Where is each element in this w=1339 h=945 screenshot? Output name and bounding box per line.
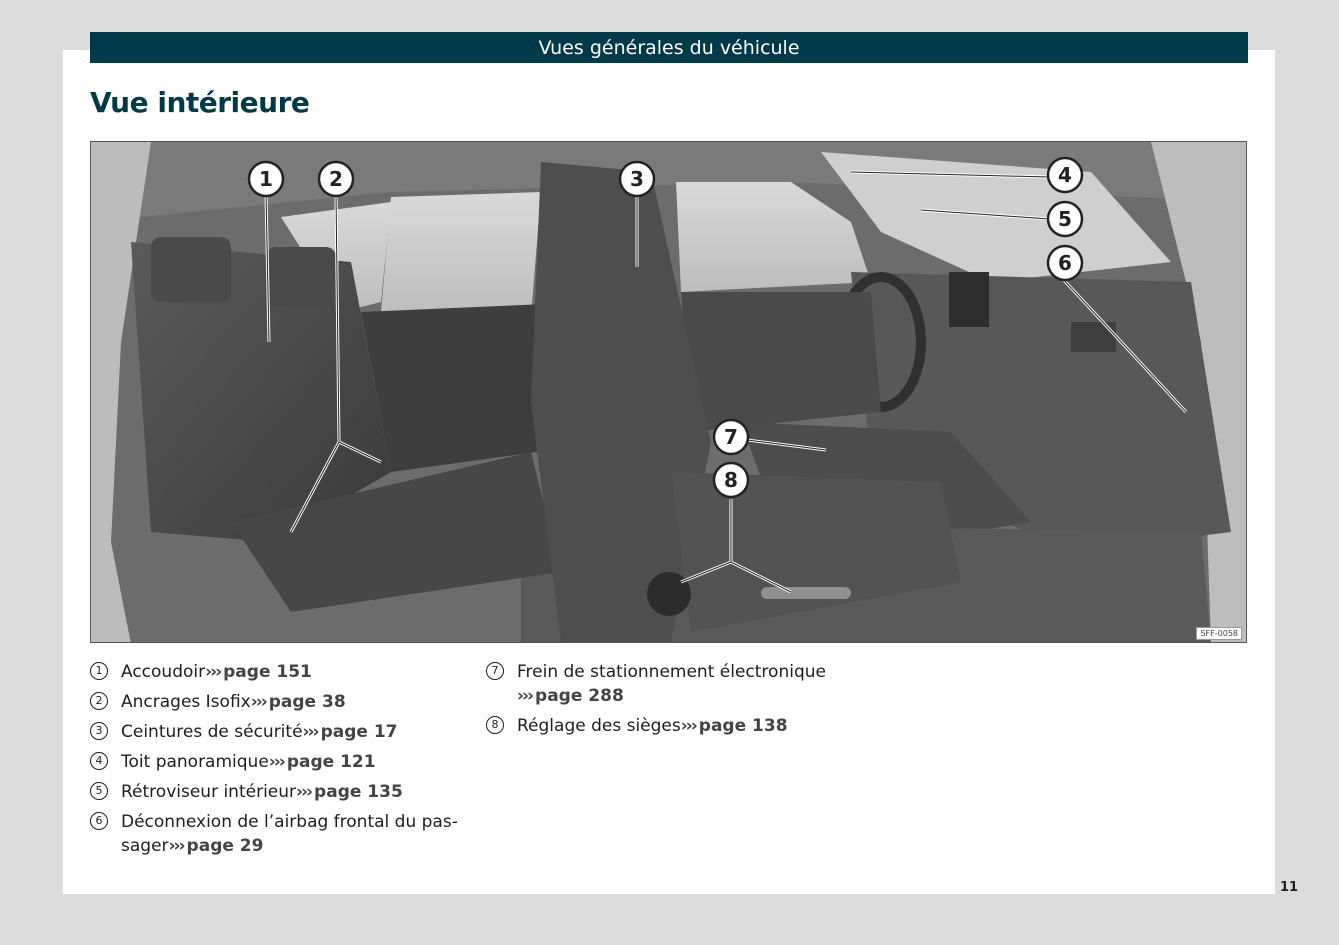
legend-item-rearview-mirror (90, 780, 460, 804)
arrows-icon: ››› (517, 686, 533, 706)
callout-5 (1048, 202, 1082, 236)
arrows-icon: ››› (268, 752, 284, 772)
svg-text:6: 6 (1058, 251, 1072, 275)
legend-text: Réglage des sièges (517, 716, 681, 736)
section-header (90, 32, 1248, 63)
page-title: Vue intérieure (90, 86, 310, 119)
arrows-icon: ››› (168, 836, 184, 856)
figure-code: SFF-0058 (1196, 627, 1242, 640)
legend-number: 8 (486, 716, 504, 734)
svg-text:4: 4 (1058, 163, 1072, 187)
legend-item-parking-brake (486, 660, 846, 708)
legend-column-right (486, 660, 846, 744)
page-reference-link[interactable]: page 138 (698, 716, 788, 736)
legend-number: 1 (90, 662, 108, 680)
legend-text-continued: sager (121, 836, 169, 856)
legend-item-panoramic-roof (90, 750, 460, 774)
callout-4 (1048, 158, 1082, 192)
callout-1 (249, 162, 283, 196)
page-number: 11 (1280, 880, 1299, 895)
legend-number: 7 (486, 662, 504, 680)
legend-column-left (90, 660, 460, 864)
callout-6 (1048, 246, 1082, 280)
page-reference-link[interactable]: page 121 (286, 752, 376, 772)
legend-number: 5 (90, 782, 108, 800)
legend-item-airbag-deactivation (90, 810, 460, 858)
svg-text:5: 5 (1058, 207, 1072, 231)
svg-text:2: 2 (329, 167, 343, 191)
arrows-icon: ››› (250, 692, 266, 712)
legend-number: 4 (90, 752, 108, 770)
callout-7 (714, 420, 748, 454)
section-title: Vues générales du véhicule (538, 36, 800, 59)
svg-text:1: 1 (259, 167, 273, 191)
arrows-icon: ››› (680, 716, 696, 736)
page-reference-link[interactable]: page 38 (268, 692, 346, 712)
arrows-icon: ››› (205, 662, 221, 682)
page-reference-link[interactable]: page 288 (535, 686, 624, 706)
legend-number: 6 (90, 812, 108, 830)
svg-text:7: 7 (724, 425, 738, 449)
legend-text: Accoudoir (121, 662, 206, 682)
page-reference-link[interactable]: page 151 (223, 662, 312, 682)
callout-markers (91, 142, 1247, 643)
legend-text: Ceintures de sécurité (121, 722, 303, 742)
arrows-icon: ››› (302, 722, 318, 742)
arrows-icon: ››› (296, 782, 312, 802)
legend-item-seat-adjustment (486, 714, 846, 738)
callout-3 (620, 162, 654, 196)
legend-text: Rétroviseur intérieur (121, 782, 297, 802)
svg-text:3: 3 (630, 167, 644, 191)
legend-text: Toit panoramique (121, 752, 269, 772)
legend-item-armrest (90, 660, 460, 684)
legend-text: Déconnexion de l’airbag frontal du pas- (121, 812, 458, 832)
callout-8 (714, 463, 748, 497)
legend-item-isofix (90, 690, 460, 714)
page-reference-link[interactable]: page 29 (186, 836, 264, 856)
legend-item-seatbelts (90, 720, 460, 744)
legend-number: 3 (90, 722, 108, 740)
legend-number: 2 (90, 692, 108, 710)
car-interior-illustration (90, 141, 1247, 643)
legend-text: Frein de stationnement électronique (517, 662, 826, 682)
page-reference-link[interactable]: page 17 (320, 722, 398, 742)
legend-text: Ancrages Isofix (121, 692, 251, 712)
page-reference-link[interactable]: page 135 (314, 782, 403, 802)
svg-text:8: 8 (724, 468, 738, 492)
callout-2 (319, 162, 353, 196)
